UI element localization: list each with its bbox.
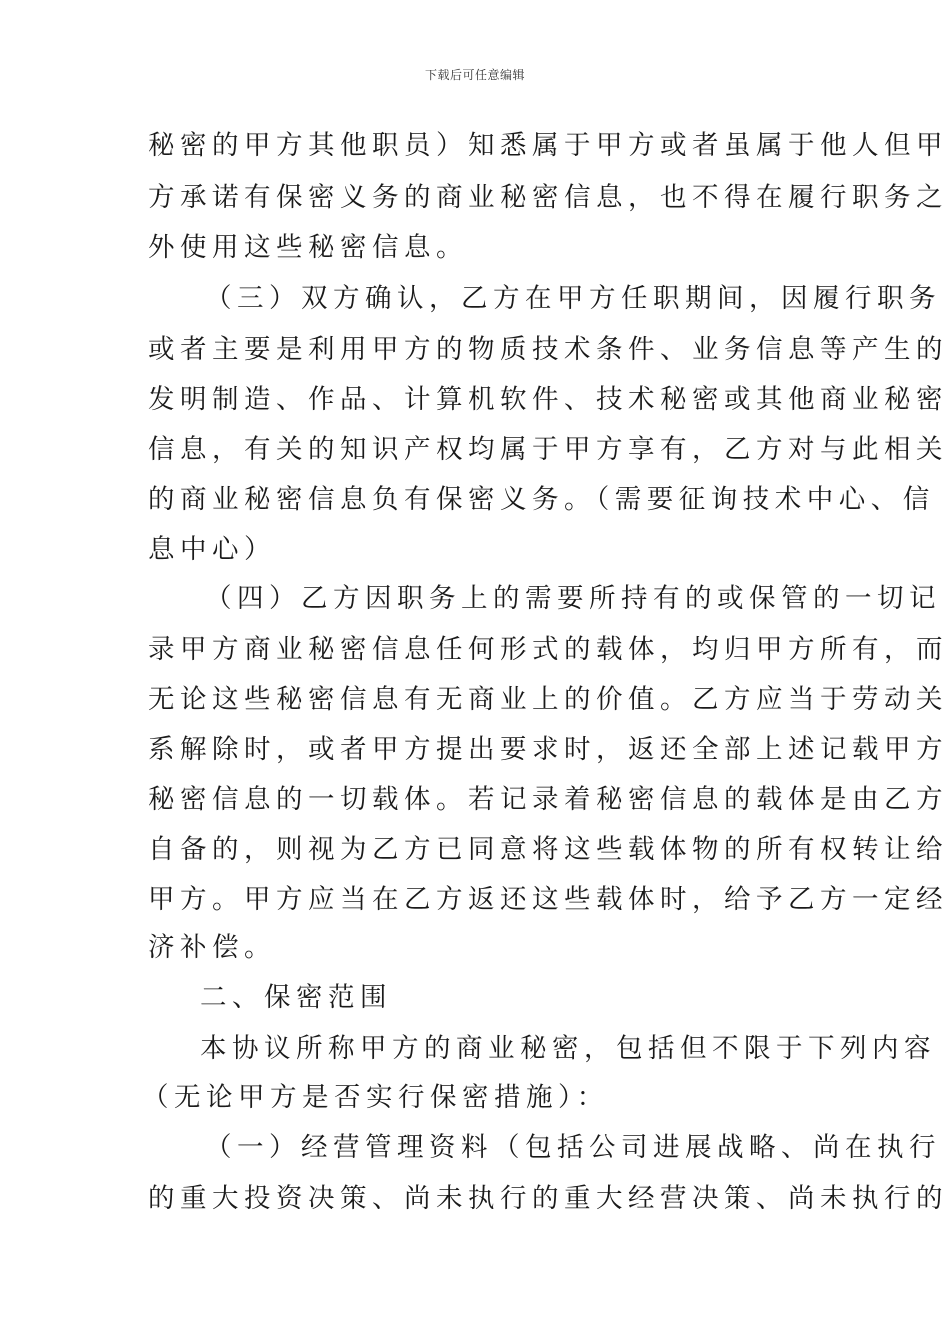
paragraph-line: 自备的，则视为乙方已同意将这些载体物的所有权转让给: [148, 834, 948, 865]
paragraph-line: 系解除时，或者甲方提出要求时，返还全部上述记载甲方: [148, 734, 948, 765]
paragraph-line: 的重大投资决策、尚未执行的重大经营决策、尚未执行的: [148, 1183, 948, 1214]
section-heading: 二、保密范围: [200, 982, 392, 1013]
paragraph-line: 方承诺有保密义务的商业秘密信息，也不得在履行职务之: [148, 182, 948, 213]
paragraph-line: 本协议所称甲方的商业秘密，包括但不限于下列内容: [200, 1033, 936, 1064]
paragraph-line: 发明制造、作品、计算机软件、技术秘密或其他商业秘密: [148, 384, 948, 415]
paragraph-line: （一）经营管理资料（包括公司进展战略、尚在执行: [205, 1132, 941, 1163]
paragraph-line: （四）乙方因职务上的需要所持有的或保管的一切记: [205, 583, 941, 614]
paragraph-line: 或者主要是利用甲方的物质技术条件、业务信息等产生的: [148, 334, 948, 365]
paragraph-line: 无论这些秘密信息有无商业上的价值。乙方应当于劳动关: [148, 684, 948, 715]
paragraph-line: 甲方。甲方应当在乙方返还这些载体时，给予乙方一定经: [148, 884, 948, 915]
page-header: 下载后可任意编辑: [424, 68, 525, 82]
paragraph-line: （三）双方确认，乙方在甲方任职期间，因履行职务: [205, 283, 941, 314]
paragraph-line: 信息，有关的知识产权均属于甲方享有，乙方对与此相关: [148, 434, 948, 465]
paragraph-line: 外使用这些秘密信息。: [148, 232, 468, 263]
paragraph-line: 录甲方商业秘密信息任何形式的载体，均归甲方所有，而: [148, 634, 948, 665]
paragraph-line: 的商业秘密信息负有保密义务。（需要征询技术中心、信: [148, 484, 935, 515]
paragraph-line: 秘密的甲方其他职员）知悉属于甲方或者虽属于他人但甲: [148, 130, 948, 161]
paragraph-line: 息中心）: [148, 534, 276, 565]
paragraph-line: 秘密信息的一切载体。若记录着秘密信息的载体是由乙方: [148, 784, 948, 815]
paragraph-line: 济补偿。: [148, 932, 276, 963]
paragraph-line: （无论甲方是否实行保密措施）：: [142, 1082, 609, 1113]
